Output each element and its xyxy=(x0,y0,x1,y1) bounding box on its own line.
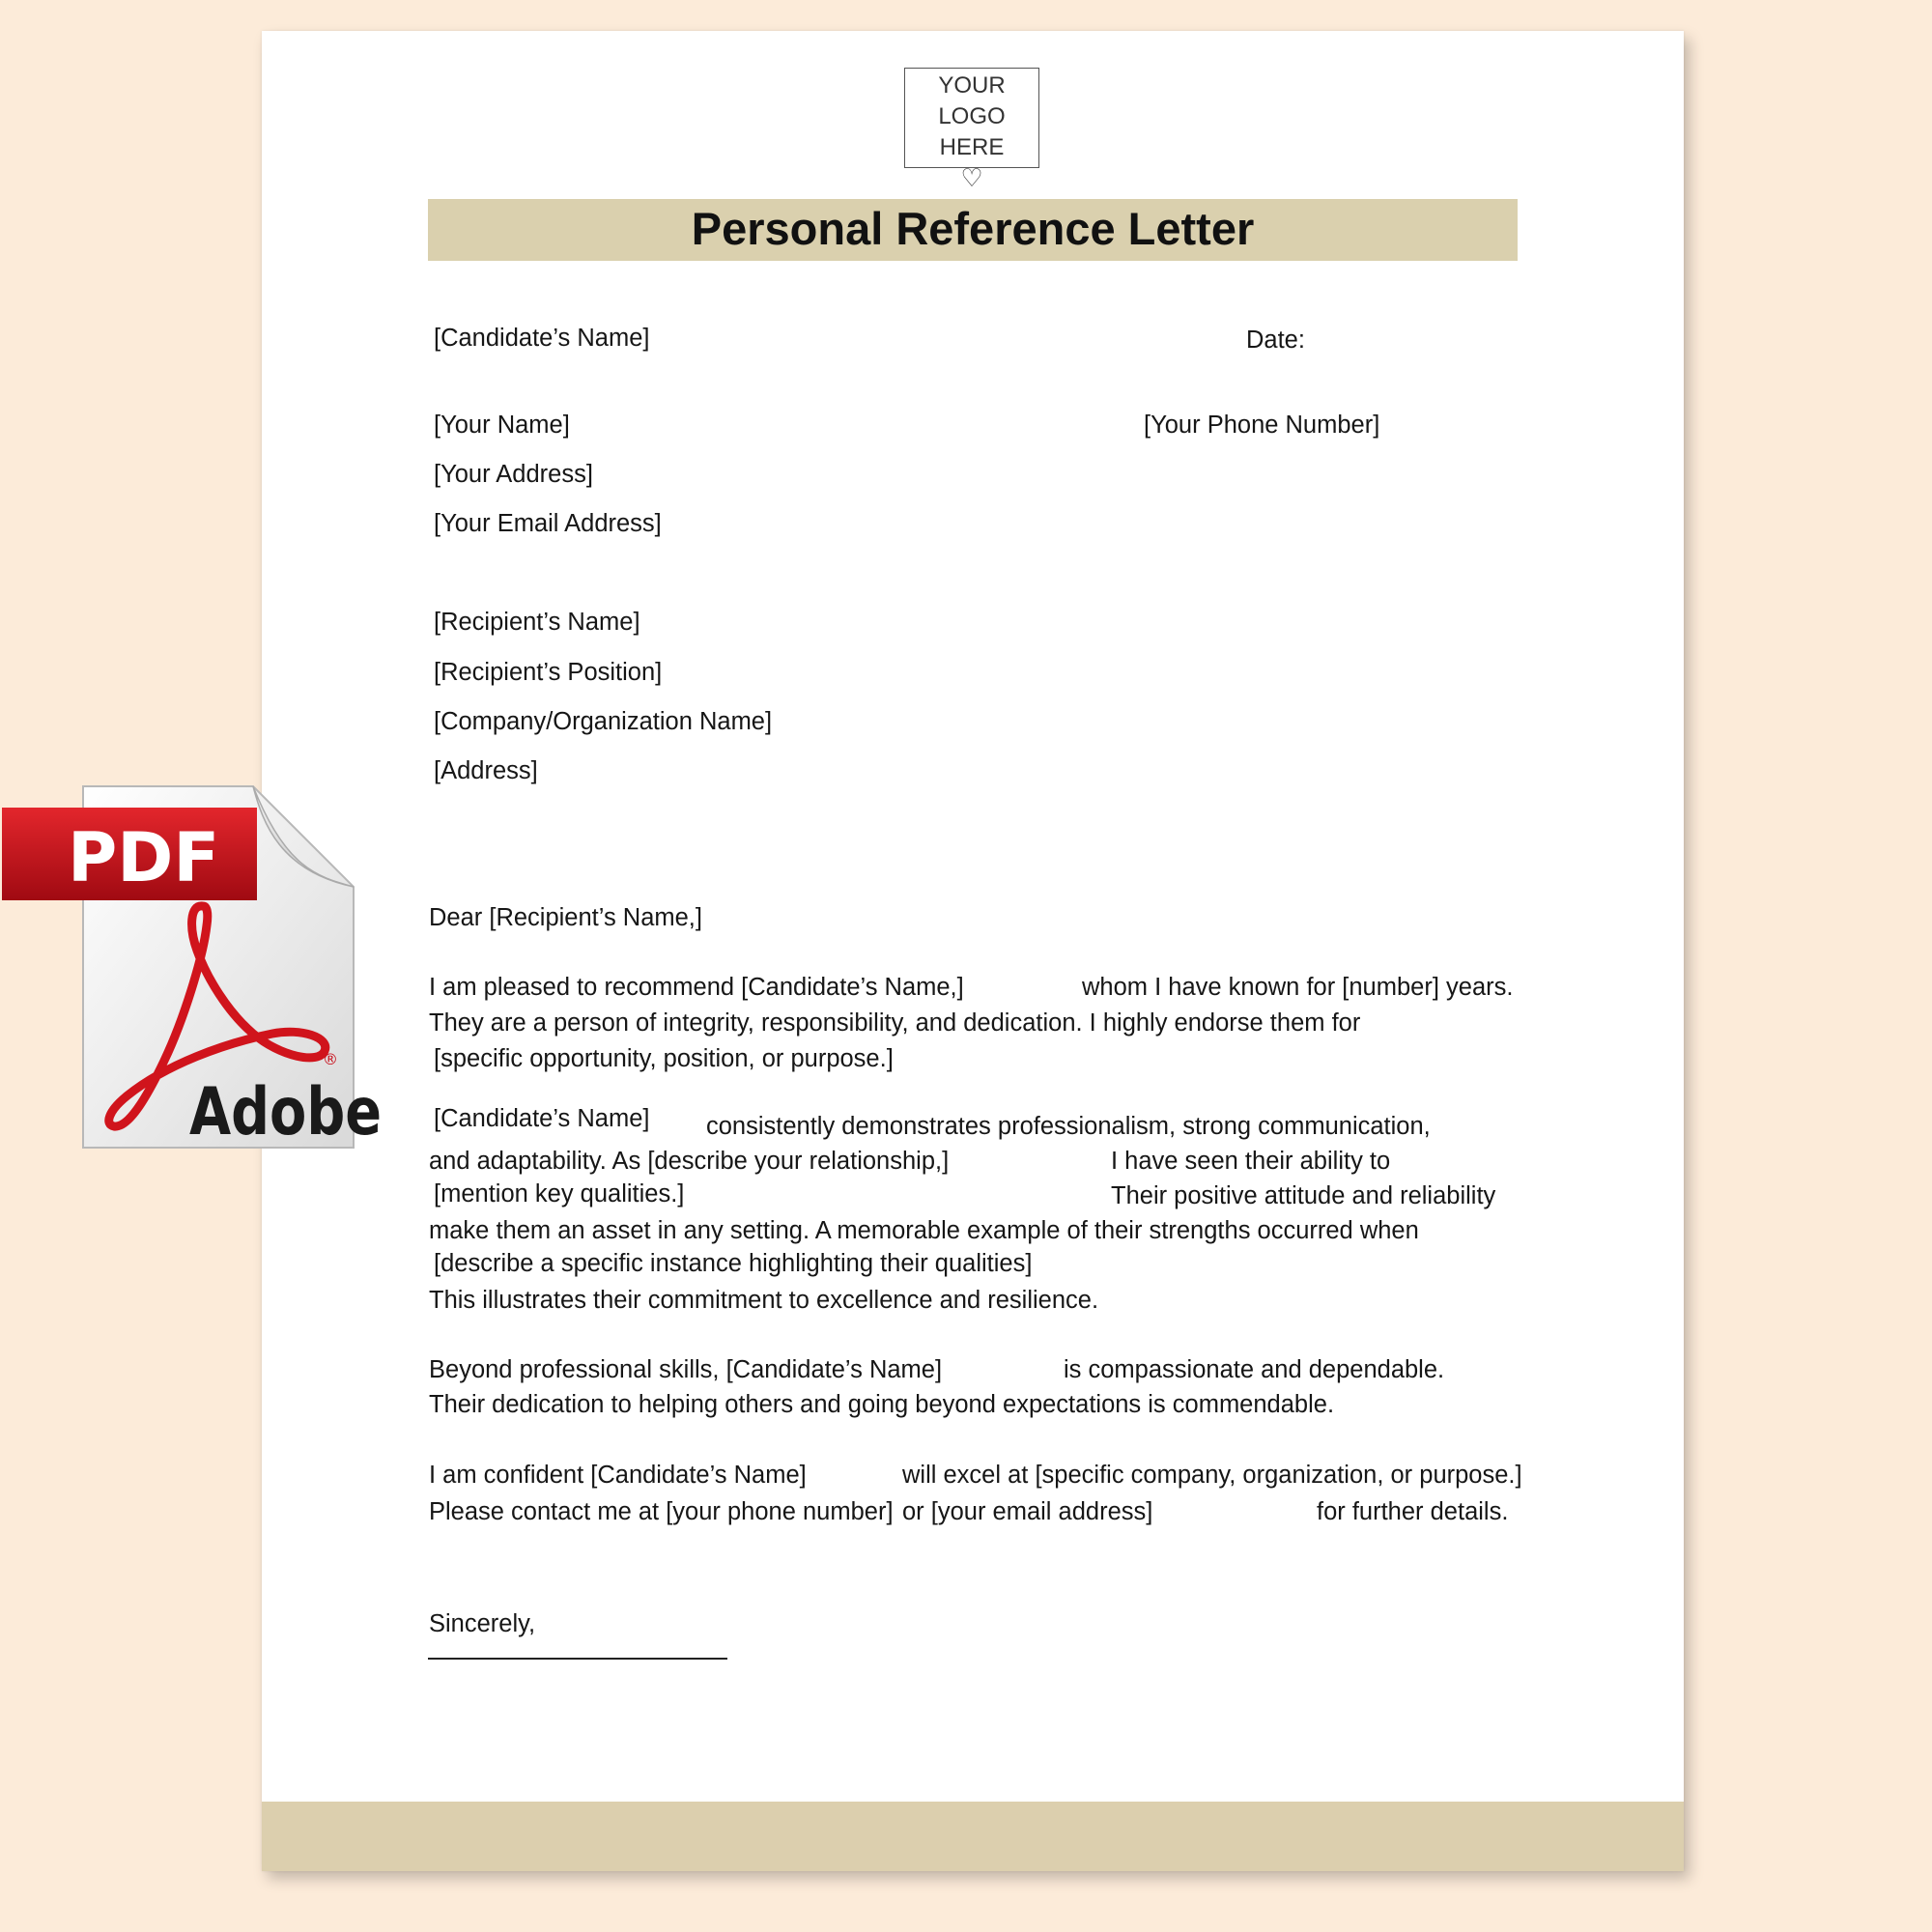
page-title: Personal Reference Letter xyxy=(691,203,1255,254)
date-label: Date: xyxy=(1246,327,1305,354)
paragraph-1-line-2: They are a person of integrity, responsibility, and dedication. I highly endorse them for xyxy=(429,1009,1361,1037)
recipient-name-field: [Recipient’s Name] xyxy=(434,609,640,636)
paragraph-4-line-1a: I am confident [Candidate’s Name] xyxy=(429,1462,807,1489)
pdf-file-icon xyxy=(0,784,383,1151)
paragraph-1-line-1a: I am pleased to recommend [Candidate’s Name,] xyxy=(429,974,964,1001)
page-footer-band xyxy=(262,1802,1684,1871)
paragraph-4-line-2c: for further details. xyxy=(1317,1498,1509,1525)
logo-line-1: YOUR LOGO xyxy=(938,72,1006,129)
your-email-field: [Your Email Address] xyxy=(434,510,662,537)
letter-page xyxy=(262,31,1684,1871)
adobe-wordmark: Adobe xyxy=(189,1072,383,1151)
your-name-field: [Your Name] xyxy=(434,412,570,439)
paragraph-3-line-1a: Beyond professional skills, [Candidate’s Name] xyxy=(429,1356,943,1383)
your-phone-field: [Your Phone Number] xyxy=(1144,412,1380,439)
heart-icon: ♡ xyxy=(960,163,983,192)
signature-line xyxy=(428,1658,727,1660)
company-field: [Company/Organization Name] xyxy=(434,708,773,735)
paragraph-3-line-1b: is compassionate and dependable. xyxy=(1064,1356,1445,1383)
recipient-position-field: [Recipient’s Position] xyxy=(434,659,663,686)
logo-line-2: HERE xyxy=(939,134,1005,160)
pdf-badge-graphic xyxy=(0,784,383,1151)
paragraph-4-line-1b: will excel at [specific company, organization, or purpose.] xyxy=(902,1462,1522,1489)
candidate-name-field: [Candidate’s Name] xyxy=(434,325,650,352)
closing: Sincerely, xyxy=(429,1610,536,1637)
paragraph-4-line-2b: or [your email address] xyxy=(902,1498,1153,1525)
paragraph-2-line-1a: [Candidate’s Name] xyxy=(434,1105,650,1132)
paragraph-2-line-3b: Their positive attitude and reliability xyxy=(1111,1182,1496,1209)
address-field: [Address] xyxy=(434,757,538,784)
paragraph-2-line-1b: consistently demonstrates professionalism, strong communication, xyxy=(706,1113,1431,1140)
paragraph-2-line-3a: [mention key qualities.] xyxy=(434,1180,685,1208)
logo-placeholder xyxy=(904,68,1039,192)
your-address-field: [Your Address] xyxy=(434,461,593,488)
title-bar xyxy=(428,199,1518,261)
paragraph-2-line-4: make them an asset in any setting. A memorable example of their strengths occurred when xyxy=(429,1217,1419,1244)
paragraph-2-line-2b: I have seen their ability to xyxy=(1111,1148,1391,1175)
paragraph-1-line-1b: whom I have known for [number] years. xyxy=(1082,974,1514,1001)
paragraph-2-line-5: [describe a specific instance highlighting their qualities] xyxy=(434,1250,1033,1277)
paragraph-2-line-2a: and adaptability. As [describe your relationship,] xyxy=(429,1148,950,1175)
paragraph-4-line-2a: Please contact me at [your phone number] xyxy=(429,1498,894,1525)
paragraph-1-line-3: [specific opportunity, position, or purpose.] xyxy=(434,1045,894,1072)
paragraph-2-line-6: This illustrates their commitment to excellence and resilience. xyxy=(429,1287,1099,1314)
pdf-label: PDF xyxy=(68,818,220,897)
paragraph-3-line-2: Their dedication to helping others and going beyond expectations is commendable. xyxy=(429,1391,1335,1418)
greeting: Dear [Recipient’s Name,] xyxy=(429,904,702,931)
registered-mark: ® xyxy=(323,1050,338,1068)
